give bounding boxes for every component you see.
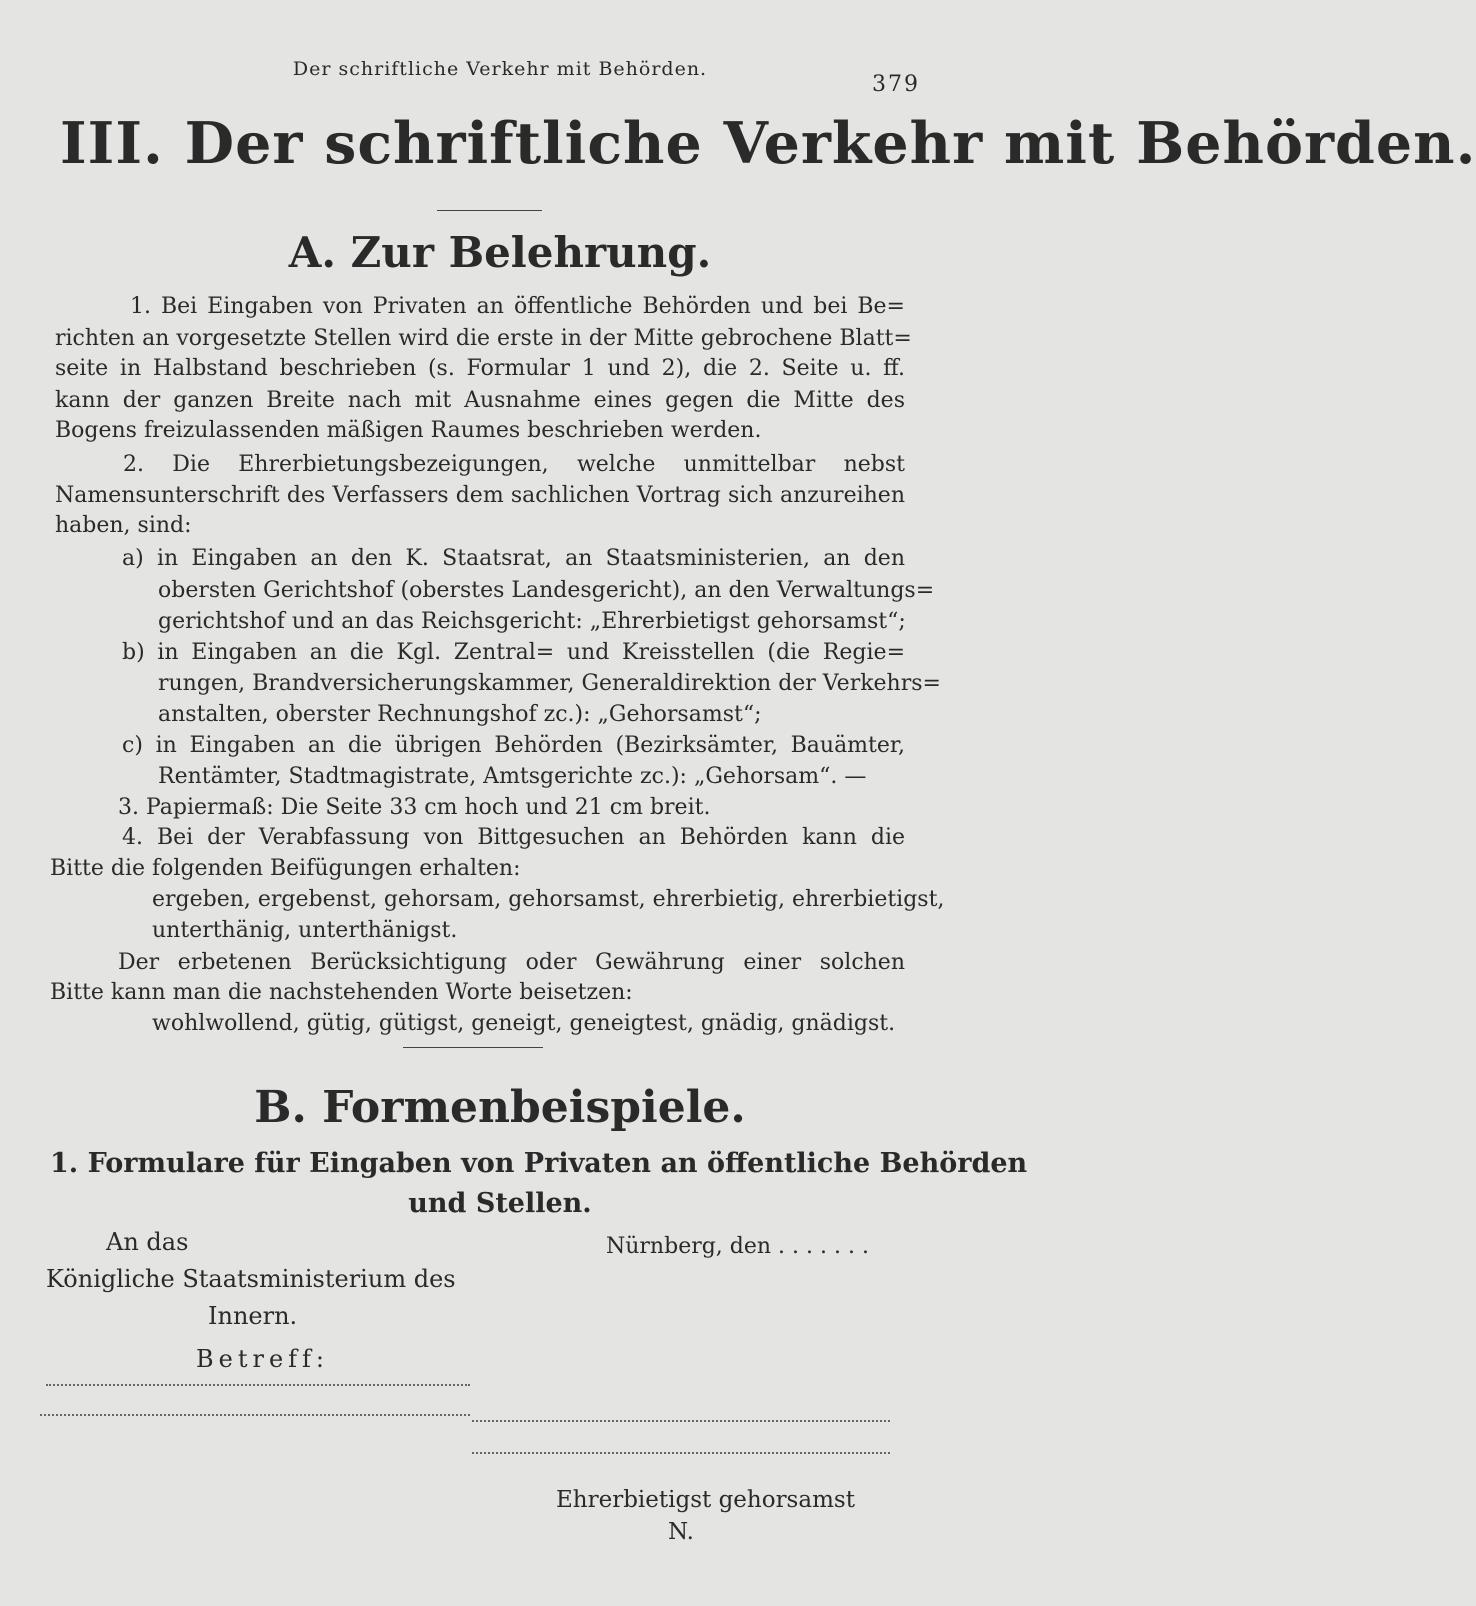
form-recipient: Königliche Staatsministerium des — [46, 1265, 456, 1293]
section-a-heading: A. Zur Belehrung. — [288, 228, 712, 277]
form-place-date: Nürnberg, den . . . . . . . — [606, 1234, 869, 1259]
chapter-title: III. Der schriftliche Verkehr mit Behörden. — [60, 110, 1476, 177]
para2-line: haben, sind: — [55, 513, 192, 538]
form-recipient: Innern. — [208, 1302, 298, 1330]
para4-line: 4. Bei der Verabfassung von Bittgesuchen an Behörden kann die — [122, 825, 905, 850]
para1-line: richten an vorgesetzte Stellen wird die erste in der Mitte gebrochene Blatt= — [55, 326, 912, 351]
para4-line: Bitte die folgenden Beifügungen erhalten: — [50, 856, 521, 881]
para1-line: kann der ganzen Breite nach mit Ausnahme eines gegen die Mitte des — [55, 388, 905, 413]
para4-line: ergeben, ergebenst, gehorsam, gehorsamst, ehrerbietig, ehrerbietigst, — [152, 887, 945, 912]
form-closing: Ehrerbietigst gehorsamst — [556, 1487, 855, 1513]
item-c-line: Rentämter, Stadtmagistrate, Amtsgerichte zc.): „Gehorsam“. — — [158, 764, 867, 789]
para1-line: seite in Halbstand beschrieben (s. Formular 1 und 2), die 2. Seite u. ff. — [55, 356, 905, 381]
form-an-das: An das — [106, 1228, 189, 1256]
title-divider — [437, 210, 542, 211]
item-a-line: a) in Eingaben an den K. Staatsrat, an Staatsministerien, an den — [122, 546, 905, 571]
para5-line: wohlwollend, gütig, gütigst, geneigt, geneigtest, gnädig, gnädigst. — [152, 1011, 896, 1036]
form-betreff: Betreff: — [196, 1345, 330, 1373]
para2-line: Namensunterschrift des Verfassers dem sachlichen Vortrag sich anzureihen — [55, 483, 905, 508]
para3-line: 3. Papiermaß: Die Seite 33 cm hoch und 21 cm breit. — [118, 795, 711, 820]
para1-line: Bogens freizulassenden mäßigen Raumes beschrieben werden. — [55, 418, 762, 443]
section-b-subheading: und Stellen. — [408, 1188, 592, 1219]
page-number: 379 — [872, 72, 920, 97]
para5-line: Der erbetenen Berücksichtigung oder Gewährung einer solchen — [118, 950, 905, 975]
item-b-line: rungen, Brandversicherungskammer, Generaldirektion der Verkehrs= — [158, 671, 941, 696]
para1-line: 1. Bei Eingaben von Privaten an öffentliche Behörden und bei Be= — [130, 294, 905, 319]
dotted-line — [40, 1414, 470, 1416]
section-b-subheading: 1. Formulare für Eingaben von Privaten an öffentliche Behörden — [50, 1148, 1028, 1179]
section-b-heading: B. Formenbeispiele. — [254, 1082, 746, 1133]
para2-line: 2. Die Ehrerbietungsbezeigungen, welche unmittelbar nebst — [123, 452, 905, 477]
item-b-line: anstalten, oberster Rechnungshof zc.): „Gehorsamst“; — [158, 702, 762, 727]
dotted-line — [472, 1452, 890, 1454]
item-b-line: b) in Eingaben an die Kgl. Zentral= und Kreisstellen (die Regie= — [122, 640, 905, 665]
item-a-line: gerichtshof und an das Reichsgericht: „Ehrerbietigst gehorsamst“; — [158, 609, 906, 634]
dotted-line — [472, 1420, 890, 1422]
para4-line: unterthänig, unterthänigst. — [152, 918, 458, 943]
item-a-line: obersten Gerichtshof (oberstes Landesgericht), an den Verwaltungs= — [158, 578, 935, 603]
dotted-line — [46, 1384, 470, 1386]
running-head: Der schriftliche Verkehr mit Behörden. — [292, 58, 708, 80]
section-divider — [403, 1047, 543, 1048]
form-signature: N. — [668, 1519, 694, 1545]
item-c-line: c) in Eingaben an die übrigen Behörden (Bezirksämter, Bauämter, — [122, 733, 905, 758]
para5-line: Bitte kann man die nachstehenden Worte beisetzen: — [50, 980, 633, 1005]
